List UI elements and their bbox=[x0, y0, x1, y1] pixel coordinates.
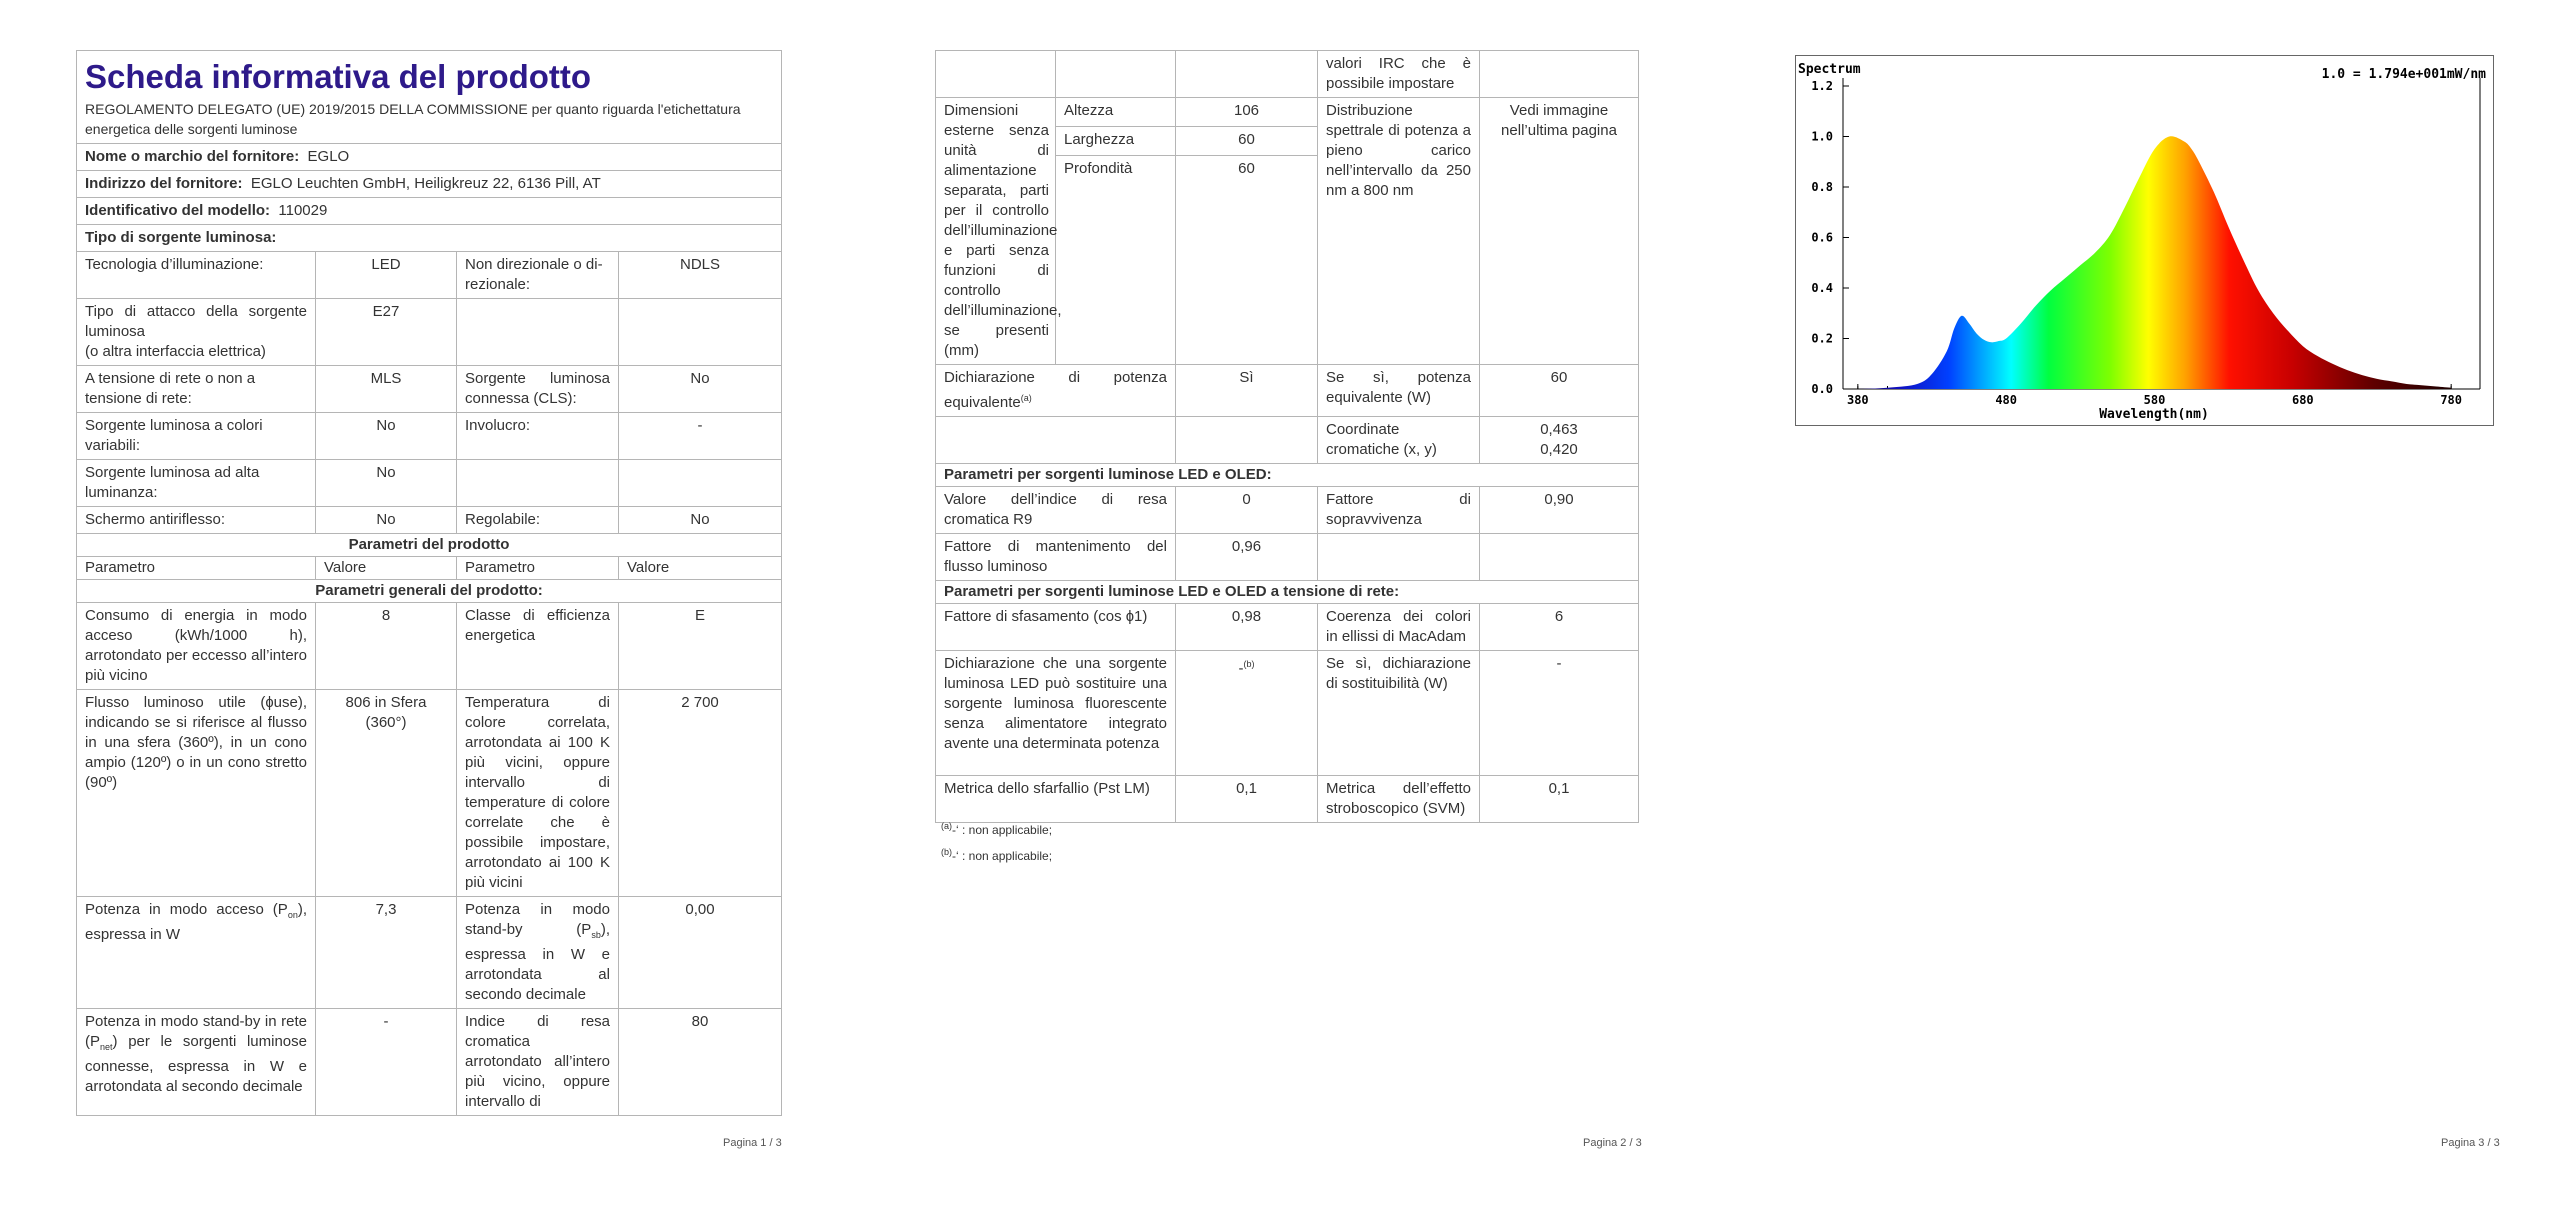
row-value: No bbox=[316, 413, 457, 460]
param-label: Dichiarazione di potenza equivalente$^{(a)}$ bbox=[936, 365, 1176, 417]
param-value: 8 bbox=[316, 603, 457, 690]
param-value: 0,96 bbox=[1176, 534, 1318, 581]
row-value: No bbox=[619, 507, 782, 534]
param-label: Fattore di sfasamento (cos ɸ1) bbox=[936, 604, 1176, 651]
param-value: 0,90 bbox=[1480, 487, 1639, 534]
column-header: Parametro bbox=[77, 557, 316, 580]
footnote-a: $^{(a)}$-‘ : non applicabile; bbox=[941, 821, 1053, 837]
table-row bbox=[77, 507, 782, 534]
param-label: Metrica dello sfarfallio (Pst LM) bbox=[936, 776, 1176, 823]
param-value: 806 in Sfera (360°) bbox=[316, 690, 457, 897]
y-tick-label: 1.0 bbox=[1811, 129, 1833, 144]
product-params-header: Parametri del prodotto bbox=[77, 534, 782, 557]
y-tick-label: 0.8 bbox=[1811, 180, 1833, 194]
row-value: E27 bbox=[316, 299, 457, 366]
table-row bbox=[77, 413, 782, 460]
supplier-address: EGLO Leuchten GmbH, Heiligkreuz 22, 6136 Pill, AT bbox=[250, 175, 601, 192]
x-tick-label: 680 bbox=[2291, 393, 2314, 407]
row-value: No bbox=[316, 507, 457, 534]
spectrum-chart bbox=[1795, 55, 2494, 426]
param-label: Valore dell’indice di resa cromatica R9 bbox=[936, 487, 1176, 534]
row-label: Non direzionale o direzionale: bbox=[457, 252, 619, 299]
param-value: Sì bbox=[1176, 365, 1318, 417]
row-label bbox=[457, 460, 619, 507]
table-row bbox=[77, 603, 782, 690]
table-row bbox=[936, 651, 1639, 776]
table-row bbox=[936, 365, 1639, 417]
column-header: Parametro bbox=[457, 557, 619, 580]
param-value: 0,98 bbox=[1176, 604, 1318, 651]
dimension-name: Profondità bbox=[1056, 156, 1176, 365]
param-label: Coerenza dei colori in ellissi di MacAdam bbox=[1318, 604, 1480, 651]
y-tick-label: 0.4 bbox=[1811, 281, 1833, 295]
row-value: NDLS bbox=[619, 252, 782, 299]
table-row bbox=[77, 460, 782, 507]
row-value bbox=[619, 460, 782, 507]
row-label: Schermo antiriflesso: bbox=[77, 507, 316, 534]
param-value: - bbox=[316, 1009, 457, 1116]
led-params-header: Parametri per sorgenti luminose LED e OLED: bbox=[936, 464, 1639, 487]
dimension-name: Larghezza bbox=[1056, 127, 1176, 156]
param-label: Temperatura di colore correlata, arrotondata ai 100 K più vicini, oppure intervallo di temperature di colore correlate che è possibile impostare, arrotondato ai 100 K più vicini bbox=[457, 690, 619, 897]
table-row bbox=[77, 690, 782, 897]
param-value: 0,1 bbox=[1480, 776, 1639, 823]
param-value: 7,3 bbox=[316, 897, 457, 1009]
mls-params-header: Parametri per sorgenti luminose LED e OLED a tensione di rete: bbox=[936, 581, 1639, 604]
param-label: Fattore di mantenimento del flusso luminoso bbox=[936, 534, 1176, 581]
row-label: Tecnologia d’illuminazione: bbox=[77, 252, 316, 299]
page-number: Pagina 2 / 3 bbox=[1583, 1137, 1642, 1149]
column-header: Valore bbox=[619, 557, 782, 580]
footnote-b: $^{(b)}$-‘ : non applicabile; bbox=[941, 847, 1053, 863]
row-value bbox=[619, 299, 782, 366]
cri-range-continued: valori IRC che è possibile impostare bbox=[1318, 51, 1480, 98]
row-label: Tipo di attacco della sorgente luminosa (o altra interfaccia elettrica) bbox=[77, 299, 316, 366]
spectral-value: Vedi immagine nell’ultima pagina bbox=[1480, 98, 1639, 365]
param-value: 6 bbox=[1480, 604, 1639, 651]
param-value: -$^{(b)}$ bbox=[1176, 651, 1318, 776]
chart-title: Spectrum bbox=[1798, 62, 1861, 77]
spectral-label: Distribuzione spettrale di potenza a pieno carico nell’intervallo da 250 nm a 800 nm bbox=[1318, 98, 1480, 365]
y-tick-label: 0.0 bbox=[1811, 382, 1833, 396]
table-row bbox=[77, 1009, 782, 1116]
supplier-address-label: Indirizzo del fornitore: bbox=[85, 175, 243, 192]
page-number: Pagina 1 / 3 bbox=[723, 1137, 782, 1149]
table-row bbox=[77, 897, 782, 1009]
dimensions-label: Dimensioni esterne senza unità di alimentazione separata, parti per il controllo dell’illuminazione e parti senza funzioni di controllo dell’illuminazione, se presenti (mm) bbox=[936, 98, 1056, 365]
column-headers bbox=[77, 557, 782, 580]
dimension-value: 106 bbox=[1176, 98, 1318, 127]
param-label: Metrica dell’effetto stroboscopico (SVM) bbox=[1318, 776, 1480, 823]
row-value: LED bbox=[316, 252, 457, 299]
table-row bbox=[936, 98, 1639, 127]
param-label: Classe di efficienza energetica bbox=[457, 603, 619, 690]
param-value: 0,463 0,420 bbox=[1480, 417, 1639, 464]
param-label: Coordinate cromatiche (x, y) bbox=[1318, 417, 1480, 464]
row-label: A tensione di rete o non a tensione di rete: bbox=[77, 366, 316, 413]
table-row bbox=[77, 252, 782, 299]
page-1 bbox=[0, 0, 853, 1207]
param-label: Potenza in modo stand-by in rete $(P_{net})$ per le sorgenti luminose connesse, espressa in W e arrotondata al secondo decimale bbox=[77, 1009, 316, 1116]
x-tick-label: 380 bbox=[1846, 393, 1869, 407]
spectrum-svg bbox=[1796, 56, 2493, 425]
supplier-name-label: Nome o marchio del fornitore: bbox=[85, 148, 300, 165]
param-value: E bbox=[619, 603, 782, 690]
model-label: Identificativo del modello: bbox=[85, 202, 271, 219]
y-tick-label: 0.6 bbox=[1811, 230, 1833, 245]
row-label: Regolabile: bbox=[457, 507, 619, 534]
page-title: Scheda informativa del prodotto bbox=[85, 58, 592, 95]
table-row bbox=[77, 366, 782, 413]
table-row bbox=[936, 487, 1639, 534]
supplier-name: EGLO bbox=[307, 148, 350, 165]
spectrum-series bbox=[1858, 136, 2451, 389]
table-row bbox=[936, 604, 1639, 651]
row-value: MLS bbox=[316, 366, 457, 413]
chart-annotation: 1.0 = 1.794e+001mW/nm bbox=[2321, 67, 2486, 82]
param-value: - bbox=[1480, 651, 1639, 776]
regulation-subtitle: REGOLAMENTO DELEGATO (UE) 2019/2015 DELLA COMMISSIONE per quanto riguarda l'etichettatura energetica delle sorgenti luminose bbox=[85, 101, 741, 137]
row-label bbox=[457, 299, 619, 366]
dimension-value: 60 bbox=[1176, 156, 1318, 365]
param-value: 60 bbox=[1480, 365, 1639, 417]
param-label: Se sì, potenza equivalente (W) bbox=[1318, 365, 1480, 417]
x-axis-label: Wavelength(nm) bbox=[2099, 407, 2209, 422]
table-row bbox=[936, 534, 1639, 581]
footnotes bbox=[941, 815, 1052, 867]
param-label: Se sì, dichiarazione di sostituibilità (W) bbox=[1318, 651, 1480, 776]
row-label: Sorgente luminosa connessa (CLS): bbox=[457, 366, 619, 413]
x-tick-label: 480 bbox=[1995, 393, 2018, 407]
table-row bbox=[77, 299, 782, 366]
y-tick-label: 0.2 bbox=[1811, 331, 1833, 346]
x-tick-label: 580 bbox=[2143, 393, 2166, 407]
param-value: 0,1 bbox=[1176, 776, 1318, 823]
general-params-header: Parametri generali del prodotto: bbox=[77, 580, 782, 603]
page-number: Pagina 3 / 3 bbox=[2441, 1137, 2500, 1149]
row-label: Sorgente luminosa a colori variabili: bbox=[77, 413, 316, 460]
param-value: 2 700 bbox=[619, 690, 782, 897]
param-label: Dichiarazione che una sorgente luminosa LED può sostituire una sorgente luminosa fluorescente senza alimentatore integrato avente una determinata potenza bbox=[936, 651, 1176, 776]
row-value: - bbox=[619, 413, 782, 460]
param-label: Indice di resa cromatica arrotondato all’intero più vicino, oppure intervallo di bbox=[457, 1009, 619, 1116]
param-value: 0,00 bbox=[619, 897, 782, 1009]
param-label: Fattore di sopravvivenza bbox=[1318, 487, 1480, 534]
row-value: No bbox=[619, 366, 782, 413]
table-row bbox=[936, 417, 1639, 464]
x-tick-label: 780 bbox=[2440, 393, 2463, 407]
row-label: Involucro: bbox=[457, 413, 619, 460]
dimension-value: 60 bbox=[1176, 127, 1318, 156]
param-value: 80 bbox=[619, 1009, 782, 1116]
row-label: Sorgente luminosa ad alta luminanza: bbox=[77, 460, 316, 507]
param-label: Potenza in modo acceso $(P_{on})$, espressa in W bbox=[77, 897, 316, 1009]
source-type-label: Tipo di sorgente luminosa: bbox=[77, 225, 782, 252]
dimension-name: Altezza bbox=[1056, 98, 1176, 127]
column-header: Valore bbox=[316, 557, 457, 580]
param-label: Consumo di energia in modo acceso (kWh/1000 h), arrotondato per eccesso all’intero più vicino bbox=[77, 603, 316, 690]
product-info-table bbox=[76, 50, 782, 1116]
page-2 bbox=[853, 0, 1706, 1207]
model-identifier: 110029 bbox=[278, 202, 328, 219]
params-table-continued bbox=[935, 50, 1639, 823]
row-value: No bbox=[316, 460, 457, 507]
param-value: 0 bbox=[1176, 487, 1318, 534]
param-label: Flusso luminoso utile (ɸuse), indicando se si riferisce al flusso in una sfera (360º), in un cono ampio (120º) o in un cono stretto (90º) bbox=[77, 690, 316, 897]
y-tick-label: 1.2 bbox=[1811, 79, 1833, 93]
param-label: Potenza in modo stand-by $(P_{sb})$, espressa in W e arrotondata al secondo decimale bbox=[457, 897, 619, 1009]
